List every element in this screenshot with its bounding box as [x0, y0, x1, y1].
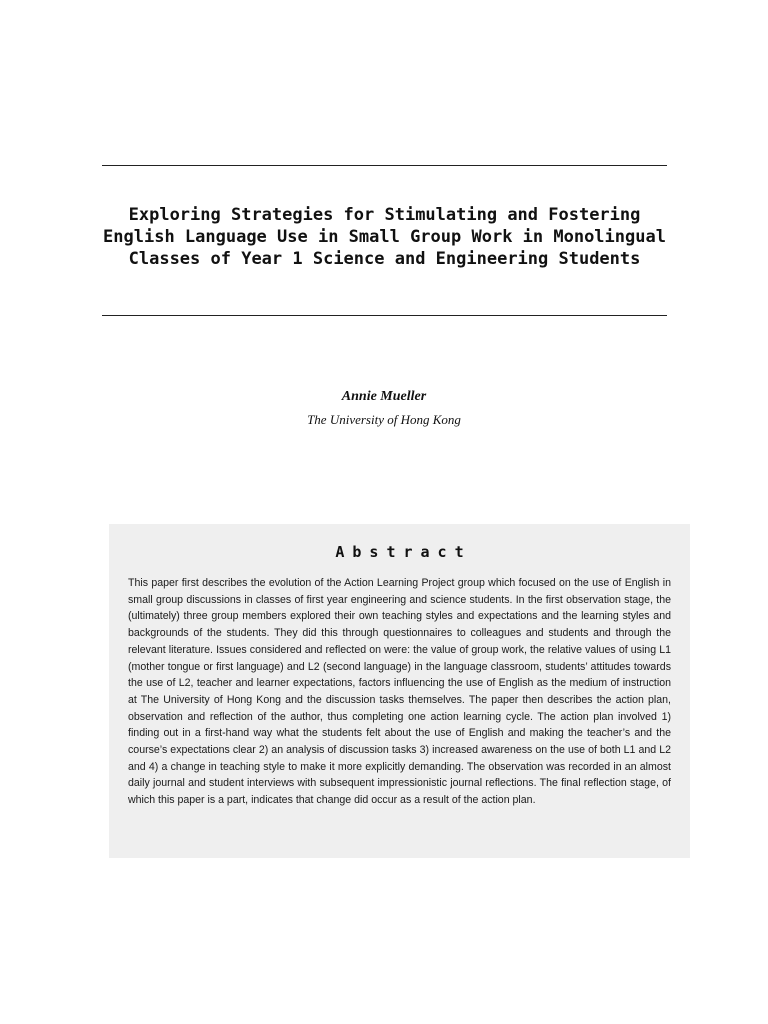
abstract-box [109, 524, 690, 858]
author-name: Annie Mueller [341, 389, 427, 404]
paper-title: Exploring Strategies for Stimulating and Fostering English Language Use in Small Group Work in Monolingual Classes of Year 1 Science and Engineering Students [103, 205, 666, 269]
abstract-heading: Abstract [335, 543, 472, 561]
abstract-text: This paper first describes the evolution of the Action Learning Project group which focused on the use of English in small group discussions in classes of first year engineering and science students. In the first observation stage, the (ultimately) three group members explored their own teaching styles and expectations and the learning styles and backgrounds of the students. They did this through questionnaires to colleagues and students and through the relevant literature. Issues considered and reflected on were: the value of group work, the relative values of using L1 (mother tongue or first language) and L2 (second language) in the language classroom, students’ attitudes towards the use of L2, teacher and learner expectations, factors influencing the use of English as the medium of instruction at The University of Hong Kong and the discussion tasks themselves. The paper then describes the action plan, observation and reflection of the author, thus completing one action learning cycle. The action plan involved 1) finding out in a first-hand way what the students felt about the use of English and making the teacher’s and the course’s expectations clear 2) an analysis of discussion tasks 3) increased awareness on the use of both L1 and L2 and 4) a change in teaching style to make it more explicitly demanding. The observation was recorded in an almost daily journal and student interviews with subsequent impressionistic journal reflections. The final reflection stage, of which this paper is a part, indicates that change did occur as a result of the action plan. [128, 577, 671, 807]
title-top-rule [102, 165, 667, 166]
title-bottom-rule [102, 315, 667, 316]
author-affiliation: The University of Hong Kong [307, 412, 461, 427]
